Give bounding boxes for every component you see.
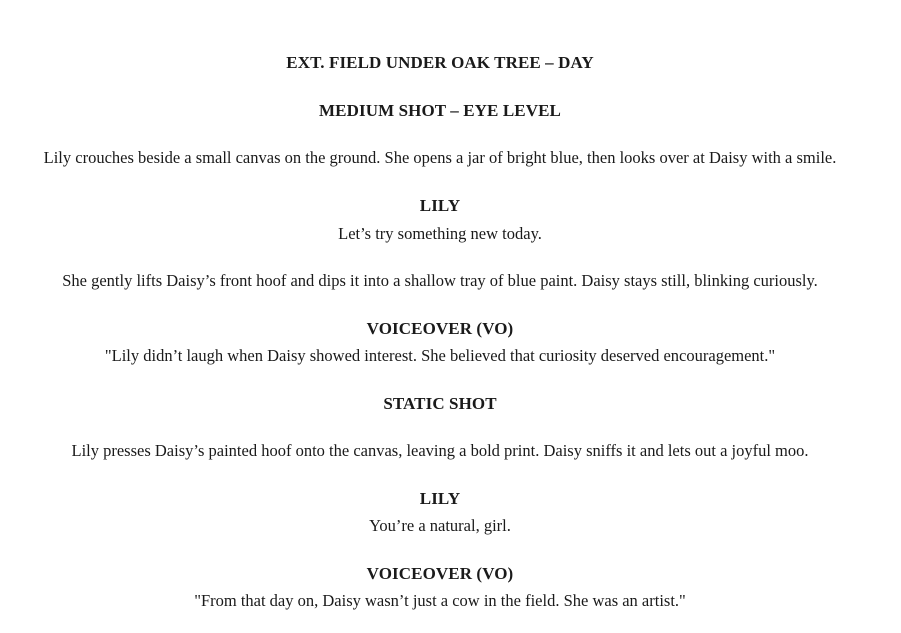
action-line: She gently lifts Daisy’s front hoof and dips it into a shallow tray of blue paint. Daisy stays still, blinking curiously. xyxy=(62,271,818,290)
dialogue-line: Let’s try something new today. xyxy=(338,224,542,243)
voiceover-line: "From that day on, Daisy wasn’t just a cow in the field. She was an artist." xyxy=(194,591,686,610)
action-line: Lily crouches beside a small canvas on the ground. She opens a jar of bright blue, then looks over at Daisy with a smile. xyxy=(43,148,837,167)
character-name-lily: LILY xyxy=(419,196,461,215)
shot-heading-static: STATIC SHOT xyxy=(383,394,497,413)
voiceover-line: "Lily didn’t laugh when Daisy showed interest. She believed that curiosity deserved encouragement." xyxy=(104,346,776,365)
action-line: Lily presses Daisy’s painted hoof onto the canvas, leaving a bold print. Daisy sniffs it and lets out a joyful moo. xyxy=(71,441,809,460)
character-name-voiceover: VOICEOVER (VO) xyxy=(366,319,514,338)
character-name-voiceover: VOICEOVER (VO) xyxy=(366,564,514,583)
shot-heading-medium: MEDIUM SHOT – EYE LEVEL xyxy=(319,101,561,120)
character-name-lily: LILY xyxy=(419,489,461,508)
dialogue-line: You’re a natural, girl. xyxy=(369,516,511,535)
scene-heading: EXT. FIELD UNDER OAK TREE – DAY xyxy=(286,53,594,72)
